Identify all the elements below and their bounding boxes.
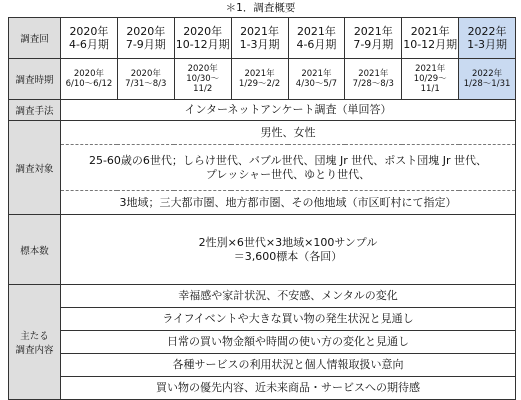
round-header: 2020年 4-6月期: [61, 18, 118, 59]
period-cell: 2021年 1/29～2/2: [231, 59, 288, 100]
content-item: 日常の買い物金額や時間の使い方の変化と見通し: [61, 331, 516, 354]
target-region-cell: 3地域；三大都市圏、地方都市圏、その他地域（市区町村にて指定）: [61, 191, 516, 215]
sample-cell: 2性別×6世代×3地域×100サンプル ＝3,600標本（各回）: [61, 215, 516, 285]
period-cell-current: 2022年 1/28～1/31: [459, 59, 516, 100]
row-label-period: 調査時期: [9, 59, 61, 100]
round-header: 2021年 7-9月期: [345, 18, 402, 59]
table-title: ＊1．調査概要: [225, 2, 296, 14]
target-gender-cell: 男性、女性: [61, 121, 516, 145]
period-cell: 2020年 7/31～8/3: [117, 59, 174, 100]
period-cell: 2020年 10/30～ 11/2: [174, 59, 231, 100]
content-item: ライフイベントや大きな買い物の発生状況と見通し: [61, 308, 516, 331]
content-item: 各種サービスの利用状況と個人情報取扱い意向: [61, 354, 516, 377]
row-label-method: 調査手法: [9, 100, 61, 121]
row-label-sample: 標本数: [9, 215, 61, 285]
period-cell: 2020年 6/10～6/12: [61, 59, 118, 100]
round-header: 2021年 10-12月期: [402, 18, 459, 59]
survey-overview-table: [8, 17, 516, 400]
period-cell: 2021年 4/30～5/7: [288, 59, 345, 100]
target-generation-cell: 25-60歳の6世代；しらけ世代、バブル世代、団塊 Jr 世代、ポスト団塊 Jr 世代、 プレッシャー世代、ゆとり世代、: [61, 145, 516, 191]
content-item: 買い物の優先内容、近未来商品・サービスへの期待感: [61, 377, 516, 400]
round-header: 2021年 1-3月期: [231, 18, 288, 59]
row-label-target: 調査対象: [9, 121, 61, 215]
method-cell: インターネットアンケート調査（単回答）: [61, 100, 516, 121]
period-cell: 2021年 10/29～ 11/1: [402, 59, 459, 100]
round-header: 2020年 10-12月期: [174, 18, 231, 59]
row-label-content: 主たる 調査内容: [9, 285, 61, 400]
round-header: 2020年 7-9月期: [117, 18, 174, 59]
round-header: 2021年 4-6月期: [288, 18, 345, 59]
round-header-current: 2022年 1-3月期: [459, 18, 516, 59]
row-label-round: 調査回: [9, 18, 61, 59]
content-item: 幸福感や家計状況、不安感、メンタルの変化: [61, 285, 516, 308]
period-cell: 2021年 7/28～8/3: [345, 59, 402, 100]
